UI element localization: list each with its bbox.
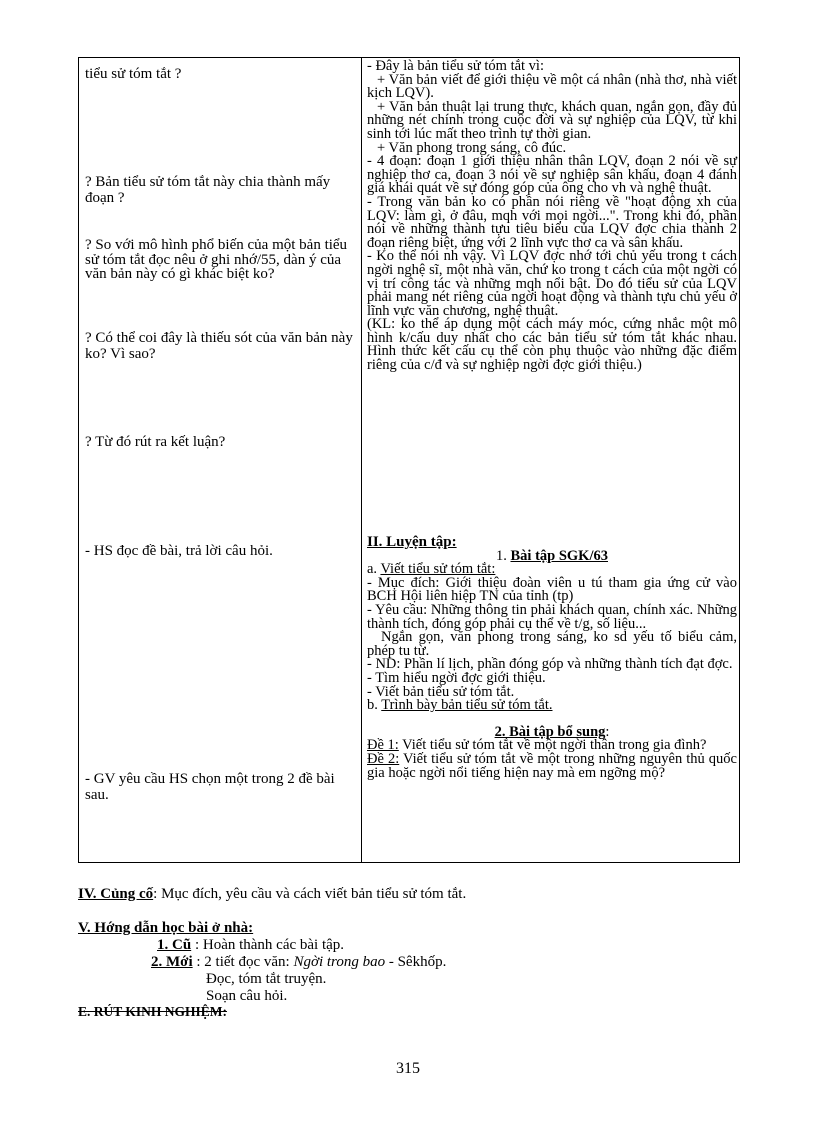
topic-text: Viết tiểu sử tóm tắt về một trong những nguyên thủ quốc gia hoặc ngời nổi tiếng hiện nay mà em ngỡng mộ? [367, 750, 737, 781]
homework-line: Đọc, tóm tắt truyện. [206, 971, 327, 987]
question-5: ? Từ đó rút ra kết luận? [85, 434, 226, 450]
question-6: - HS đọc đề bài, trả lời câu hỏi. [85, 543, 273, 559]
question-2: ? Bản tiểu sử tóm tắt này chia thành mấy đoạn ? [85, 174, 331, 206]
item-title: Trình bày bản tiểu sử tóm tắt. [381, 697, 553, 714]
answer-line: - Ko thể nói nh vậy. Vì LQV đợc nhớ tới chủ yếu trong t cách ngời nghệ sĩ, một nhà văn, chứ ko trong t cách của một ngời có vị trí công tác và những mqh nổi bật. Do đó tiểu sử của LQV phải mang nét riêng của ngời hoạt động và thành tựu chủ yếu ở lĩnh vực văn chương, nghệ thuật. [367, 248, 737, 319]
old-text: : Hoàn thành các bài tập. [191, 937, 345, 953]
practice-line: Ngắn gọn, văn phong trong sáng, ko sd yếu tố biểu cảm, phép tu từ. [367, 629, 737, 659]
story-author: - Sêkhốp. [385, 954, 447, 970]
exercise-number: 1. [496, 547, 507, 564]
practice-line: - Tìm hiểu ngời đợc giới thiệu. [367, 669, 546, 686]
item-title: Viết tiểu sử tóm tắt: [380, 561, 496, 578]
homework-line: Soạn câu hỏi. [206, 988, 288, 1004]
homework-new [151, 954, 446, 970]
page-number: 315 [396, 1060, 420, 1077]
answer-line: + Văn bản thuật lại trung thực, khách quan, ngắn gọn, đầy đủ những nét chính trong cuộc đời và sự nghiệp của LQV, từ khi sinh tới lúc mất theo trình tự thời gian. [367, 98, 737, 142]
consolidation-text: : Mục đích, yêu cầu và cách viết bản tiểu sử tóm tắt. [153, 886, 467, 902]
section-heading: IV. Củng cố [78, 886, 154, 902]
practice-line: - ND: Phần lí lịch, phần đóng góp và những thành tích đạt đợc. [367, 656, 733, 673]
topic-text: Viết tiểu sử tóm tắt về một ngời thân trong gia đình? [398, 737, 707, 754]
lesson-table [78, 57, 740, 863]
answer-line: (KL: ko thể áp dụng một cách máy móc, cứng nhắc một mô hình k/cấu duy nhất cho các bản tiểu sử tóm tắt khác nhau. Hình thức kết cấu cụ thể còn phụ thuộc vào những đặc điểm riêng của c/đ và sự nghiệp ngời đợc giới thiệu.) [367, 316, 737, 374]
homework-old [157, 937, 344, 953]
answer-block [367, 60, 737, 373]
question-1: tiểu sử tóm tắt ? [85, 66, 182, 82]
answer-line: + Văn phong trong sáng, cô đúc. [377, 139, 567, 156]
answer-line: - Trong văn bản ko có phần nói riêng về "hoạt động xh của LQV: làm gì, ở đâu, mqh với mọi ngời...". Trong khi đó, phần nói về những thành tựu tiêu biểu của LQV đợc chia thành 2 đoạn riêng biệt, ứng với 2 lĩnh vực thơ ca và sân khấu. [367, 193, 737, 251]
practice-line: - Viết bản tiểu sử tóm tắt. [367, 683, 515, 700]
column-divider [361, 58, 362, 862]
exercise-title: Bài tập SGK/63 [510, 547, 608, 564]
new-label: 2. Mới [151, 954, 193, 970]
question-7: - GV yêu cầu HS chọn một trong 2 đề bài sau. [85, 771, 335, 803]
item-label: b. [367, 697, 378, 714]
old-label: 1. Cũ [157, 937, 192, 953]
exercise-title: 2. Bài tập bổ sung [494, 723, 606, 740]
practice-line: - Yêu cầu: Những thông tin phải khách quan, chính xác. Những thành tích, đóng góp phải cụ thể về t/g, số liệu... [367, 601, 737, 632]
item-label: a. [367, 561, 378, 578]
answer-line: - 4 đoạn: đoạn 1 giới thiệu nhân thân LQV, đoạn 2 nói về sự nghiệp thơ ca, đoạn 3 nói về sự nghiệp sân khấu, đoạn 4 đánh giá khái quát về sự đóng góp của ông cho vh và nghệ thuật. [367, 153, 737, 197]
new-text: : 2 tiết đọc văn: [192, 954, 294, 970]
colon: : [605, 723, 610, 740]
question-3: ? So với mô hình phổ biến của một bản tiểu sử tóm tắt đọc nêu ở ghi nhớ/55, dàn ý của văn bản này có gì khác biệt ko? [85, 237, 348, 282]
homework-heading: V. Hớng dẫn học bài ở nhà: [78, 920, 254, 936]
section-heading: II. Luyện tập: [367, 534, 457, 550]
practice-line: - Mục đích: Giới thiệu đoàn viên u tú tham gia ứng cử vào BCH Hội liên hiệp TN của tỉnh (tp) [367, 574, 737, 605]
answer-line: + Văn bản viết để giới thiệu về một cá nhân (nhà thơ, nhà viết kịch LQV). [367, 71, 737, 102]
story-title: Ngời trong bao [293, 954, 386, 970]
topic-label: Đề 1: [367, 737, 399, 754]
question-4: ? Có thể coi đây là thiếu sót của văn bản này ko? Vì sao? [85, 330, 353, 362]
topic-label: Đề 2: [367, 750, 400, 767]
answer-line: - Đây là bản tiểu sử tóm tắt vì: [367, 58, 544, 74]
practice-block [367, 536, 737, 780]
experience-heading: E. RÚT KINH NGHIỆM: [78, 1004, 228, 1019]
consolidation [78, 886, 466, 902]
